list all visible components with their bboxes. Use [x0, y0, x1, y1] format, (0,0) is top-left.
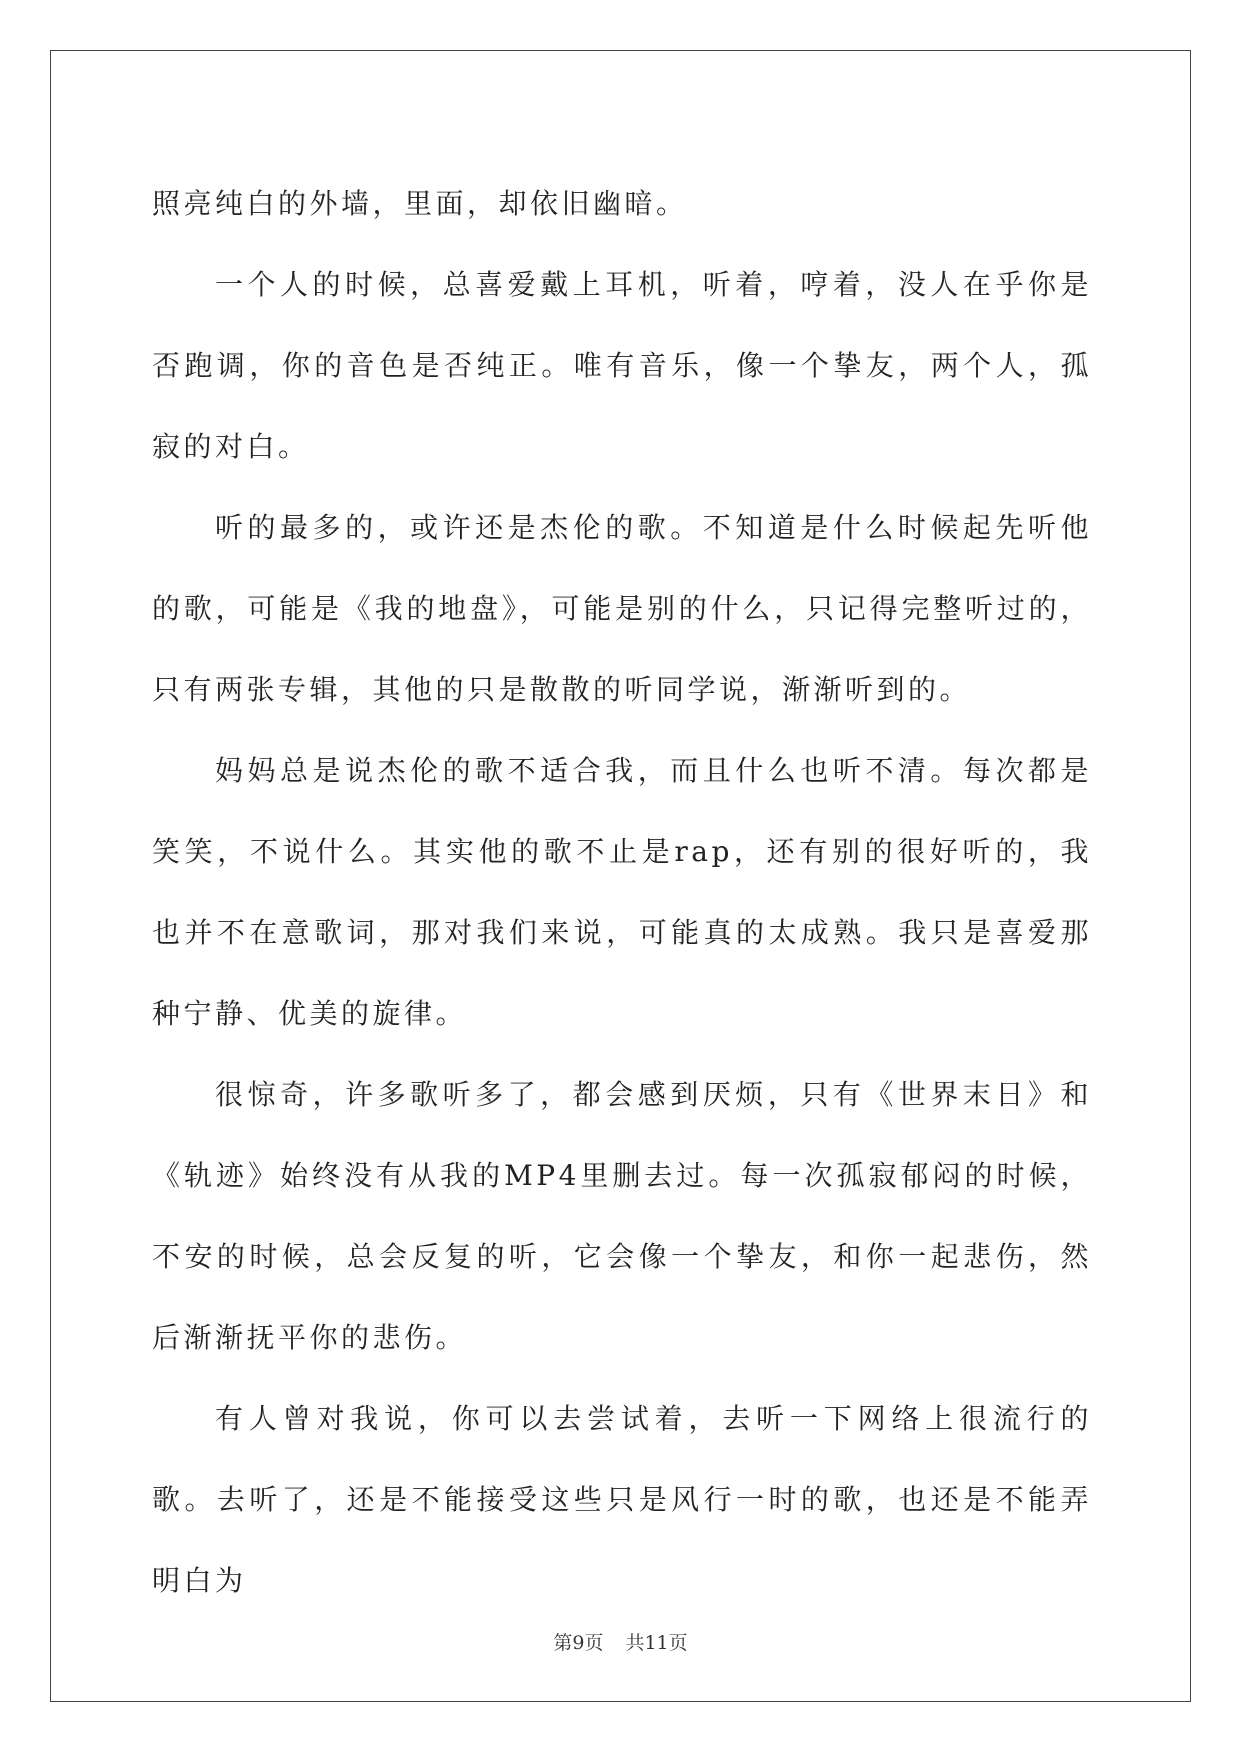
- paragraph-3: 听的最多的，或许还是杰伦的歌。不知道是什么时候起先听他的歌，可能是《我的地盘》，可能是别的什么，只记得完整听过的，只有两张专辑，其他的只是散散的听同学说，渐渐听到的。: [152, 511, 1092, 706]
- paragraph-6: 有人曾对我说，你可以去尝试着，去听一下网络上很流行的歌。去听了，还是不能接受这些只是风行一时的歌，也还是不能弄明白为: [152, 1402, 1092, 1597]
- total-pages: 共11页: [625, 1632, 688, 1654]
- page-footer: [0, 1628, 1241, 1655]
- document-body: [152, 163, 1092, 1621]
- page-number: 第9页: [553, 1632, 604, 1654]
- paragraph-1: 照亮纯白的外墙，里面，却依旧幽暗。: [152, 187, 688, 220]
- paragraph-4: 妈妈总是说杰伦的歌不适合我，而且什么也听不清。每次都是笑笑，不说什么。其实他的歌不止是rap，还有别的很好听的，我也并不在意歌词，那对我们来说，可能真的太成熟。我只是喜爱那种宁静、优美的旋律。: [152, 754, 1092, 1030]
- paragraph-2: 一个人的时候，总喜爱戴上耳机，听着，哼着，没人在乎你是否跑调，你的音色是否纯正。唯有音乐，像一个挚友，两个人，孤寂的对白。: [152, 268, 1092, 463]
- paragraph-5: 很惊奇，许多歌听多了，都会感到厌烦，只有《世界末日》和《轨迹》始终没有从我的MP4里删去过。每一次孤寂郁闷的时候，不安的时候，总会反复的听，它会像一个挚友，和你一起悲伤，然后渐渐抚平你的悲伤。: [152, 1078, 1092, 1354]
